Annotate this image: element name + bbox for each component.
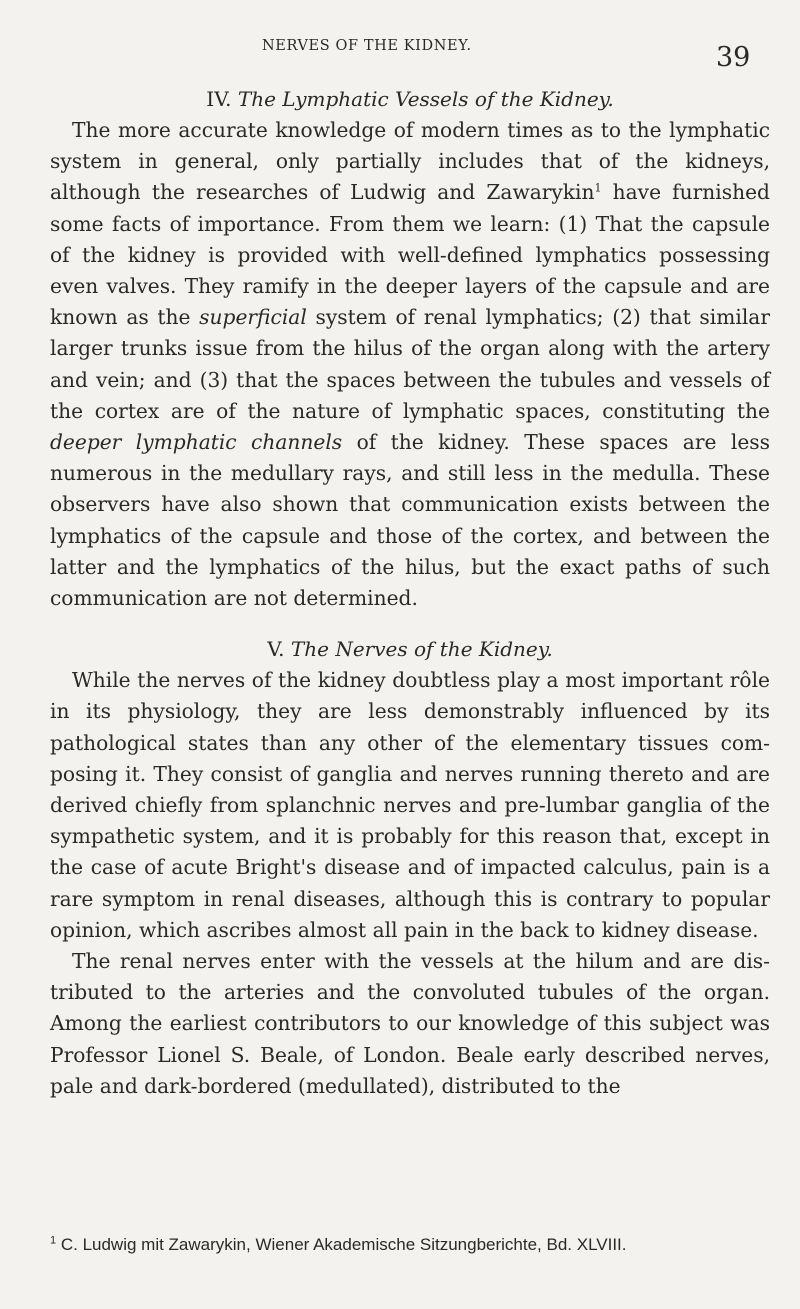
running-title: NERVES OF THE KIDNEY. <box>262 38 472 54</box>
body-text <box>50 83 770 1102</box>
emphasis: deeper lymphatic channels <box>50 430 343 455</box>
footnote-reference: 1 <box>594 181 602 195</box>
page-number: 39 <box>716 42 751 73</box>
paragraph-nerves-1: While the nerves of the kidney doubtless play a most important rôle in its physiology, they are less demonstrably influenced by its pathological states than any other of the elementary tissues composing it. They consist of ganglia and nerves running thereto and are derived chiefly from splanchnic nerves and pre-lumbar ganglia of the sympathetic system, and it is probably for this reason that, except in the case of acute Bright's disease and of impacted calculus, pain is a rare symptom in renal diseases, although this is contrary to popular opinion, which ascribes almost all pain in the back to kidney disease. <box>50 668 770 942</box>
section-number: V. <box>267 637 285 662</box>
section-heading-lymphatics <box>50 83 770 115</box>
text-run: system of renal lymphatics; (2) that similar larger trunks issue from the hilus of the organ along with the artery and vein; and (3) that the spaces between the tubules and vessels of the cortex are of the nature of lymphatic spaces, constituting the <box>50 305 770 423</box>
section-title: The Lymphatic Vessels of the Kidney. <box>237 87 614 111</box>
footnote-marker: 1 <box>50 1234 57 1247</box>
section-title: The Nerves of the Kidney. <box>290 637 553 662</box>
paragraph-nerves-2: The renal nerves enter with the vessels at the hilum and are distributed to the arteries and the convoluted tubules of the organ. Among the earliest contributors to our knowledge of this subject was Professor Lionel S. Beale, of London. Beale early described nerves, pale and dark-bordered (medullated), distributed to the <box>50 949 770 1098</box>
text-run: of the kidney. These spaces are less numerous in the medullary rays, and still less in the medulla. These observers have also shown that communication exists between the lymphatics of the capsule and those of the cortex, and between the latter and the lymphatics of the hilus, but the exact paths of such communication are not determined. <box>50 430 770 611</box>
footnote <box>50 1234 772 1256</box>
text-run: The more accurate knowledge of modern times as to the lymphatic system in general, only partially includes that of the kidneys, although the researches of Ludwig and Zawarykin <box>50 118 770 205</box>
text-run: have furnished some facts of importance. From them we learn: (1) That the capsule of the kidney is provided with well-defined lymphatics possessing even valves. They ramify in the deeper layers of the capsule and are known as the <box>50 180 770 330</box>
emphasis: superficial <box>199 305 307 330</box>
paragraph-lymphatics <box>50 115 770 614</box>
section-number: IV. <box>206 87 232 111</box>
section-heading-nerves <box>50 633 770 665</box>
footnote-text: C. Ludwig mit Zawarykin, Wiener Akademische Sitzungberichte, Bd. XLVIII. <box>56 1235 627 1254</box>
running-head <box>0 38 800 74</box>
